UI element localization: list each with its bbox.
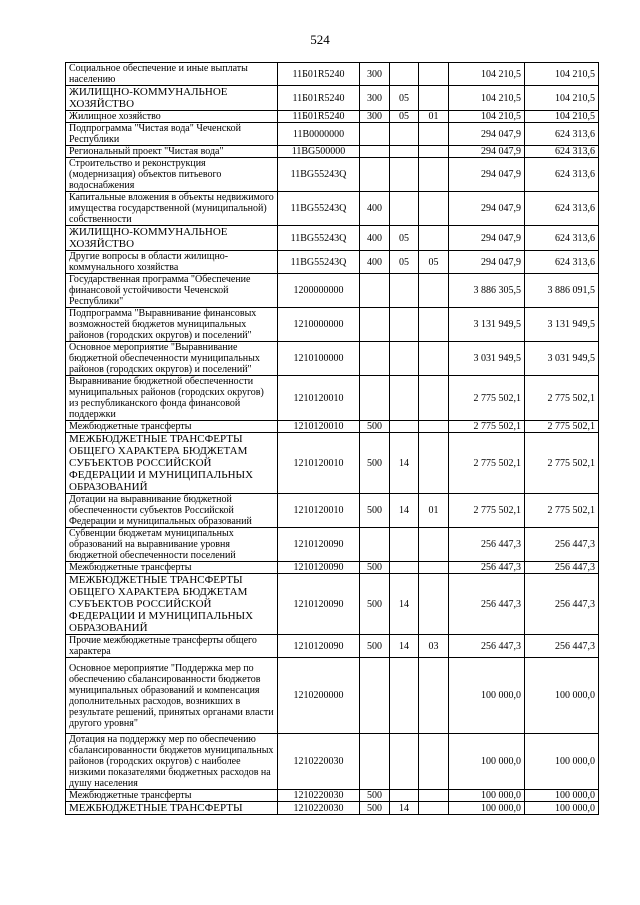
cell-name: Социальное обеспечение и иные выплаты населению bbox=[66, 63, 278, 86]
cell-v1: 3 031 949,5 bbox=[449, 342, 525, 376]
cell-v1: 100 000,0 bbox=[449, 802, 525, 815]
cell-rz: 05 bbox=[390, 86, 419, 111]
cell-v2: 100 000,0 bbox=[525, 802, 599, 815]
cell-rz: 05 bbox=[390, 251, 419, 274]
cell-pr bbox=[419, 63, 449, 86]
cell-target: 1210120010 bbox=[278, 376, 360, 421]
cell-name: ЖИЛИЩНО-КОММУНАЛЬНОЕ ХОЗЯЙСТВО bbox=[66, 86, 278, 111]
cell-vr: 500 bbox=[360, 635, 390, 658]
cell-name: Основное мероприятие "Поддержка мер по обеспечению сбалансированности бюджетов муниципальных образований и компенсация дополнительных расходов, возникших в результате решений, принятых органами власти другого уровня" bbox=[66, 658, 278, 734]
cell-target: 1210120090 bbox=[278, 562, 360, 574]
table-row bbox=[66, 658, 599, 734]
cell-v1: 256 447,3 bbox=[449, 528, 525, 562]
cell-rz bbox=[390, 790, 419, 802]
cell-pr bbox=[419, 790, 449, 802]
cell-rz bbox=[390, 123, 419, 146]
cell-v2: 100 000,0 bbox=[525, 658, 599, 734]
table-row bbox=[66, 226, 599, 251]
cell-rz bbox=[390, 158, 419, 192]
cell-vr: 400 bbox=[360, 251, 390, 274]
table-row bbox=[66, 146, 599, 158]
table-row bbox=[66, 376, 599, 421]
cell-target: 1210000000 bbox=[278, 308, 360, 342]
cell-v2: 3 031 949,5 bbox=[525, 342, 599, 376]
cell-v1: 100 000,0 bbox=[449, 734, 525, 790]
cell-v1: 3 886 305,5 bbox=[449, 274, 525, 308]
table-row bbox=[66, 251, 599, 274]
table-row bbox=[66, 86, 599, 111]
table-row bbox=[66, 274, 599, 308]
cell-target: 1210120090 bbox=[278, 528, 360, 562]
cell-name: ЖИЛИЩНО-КОММУНАЛЬНОЕ ХОЗЯЙСТВО bbox=[66, 226, 278, 251]
cell-rz bbox=[390, 421, 419, 433]
cell-target: 1210220030 bbox=[278, 790, 360, 802]
table-row bbox=[66, 494, 599, 528]
cell-name: МЕЖБЮДЖЕТНЫЕ ТРАНСФЕРТЫ ОБЩЕГО ХАРАКТЕРА БЮДЖЕТАМ СУБЪЕКТОВ РОССИЙСКОЙ ФЕДЕРАЦИИ И МУНИЦИПАЛЬНЫХ ОБРАЗОВАНИЙ bbox=[66, 433, 278, 494]
table-row bbox=[66, 342, 599, 376]
cell-pr: 03 bbox=[419, 635, 449, 658]
cell-rz bbox=[390, 658, 419, 734]
cell-rz: 14 bbox=[390, 433, 419, 494]
cell-v2: 2 775 502,1 bbox=[525, 433, 599, 494]
cell-v1: 104 210,5 bbox=[449, 63, 525, 86]
cell-target: 1210120010 bbox=[278, 494, 360, 528]
cell-v2: 2 775 502,1 bbox=[525, 376, 599, 421]
cell-pr bbox=[419, 376, 449, 421]
cell-v1: 2 775 502,1 bbox=[449, 494, 525, 528]
page-number: 524 bbox=[310, 32, 330, 47]
cell-v2: 256 447,3 bbox=[525, 528, 599, 562]
cell-target: 11Б01R5240 bbox=[278, 63, 360, 86]
cell-name: Другие вопросы в области жилищно-коммунального хозяйства bbox=[66, 251, 278, 274]
cell-target: 11Б01R5240 bbox=[278, 111, 360, 123]
cell-vr: 500 bbox=[360, 802, 390, 815]
cell-v1: 104 210,5 bbox=[449, 111, 525, 123]
cell-target: 1210120090 bbox=[278, 635, 360, 658]
cell-v1: 294 047,9 bbox=[449, 146, 525, 158]
cell-rz bbox=[390, 146, 419, 158]
cell-rz bbox=[390, 63, 419, 86]
cell-rz bbox=[390, 274, 419, 308]
cell-vr bbox=[360, 146, 390, 158]
cell-v2: 624 313,6 bbox=[525, 146, 599, 158]
table-row bbox=[66, 433, 599, 494]
cell-target: 1210220030 bbox=[278, 802, 360, 815]
cell-target: 1210120090 bbox=[278, 574, 360, 635]
cell-name: Жилищное хозяйство bbox=[66, 111, 278, 123]
cell-v1: 256 447,3 bbox=[449, 574, 525, 635]
cell-v1: 100 000,0 bbox=[449, 790, 525, 802]
cell-name: Капитальные вложения в объекты недвижимого имущества государственной (муниципальной) собственности bbox=[66, 192, 278, 226]
cell-v1: 294 047,9 bbox=[449, 251, 525, 274]
cell-name: Дотации на выравнивание бюджетной обеспеченности субъектов Российской Федерации и муниципальных образований bbox=[66, 494, 278, 528]
table-row bbox=[66, 574, 599, 635]
table-row bbox=[66, 123, 599, 146]
cell-pr bbox=[419, 433, 449, 494]
cell-pr: 05 bbox=[419, 251, 449, 274]
cell-vr: 500 bbox=[360, 433, 390, 494]
table-row bbox=[66, 562, 599, 574]
cell-vr bbox=[360, 342, 390, 376]
cell-vr bbox=[360, 308, 390, 342]
cell-pr bbox=[419, 342, 449, 376]
cell-pr bbox=[419, 274, 449, 308]
cell-target: 11В0000000 bbox=[278, 123, 360, 146]
cell-pr: 01 bbox=[419, 494, 449, 528]
cell-target: 11ВG55243Q bbox=[278, 226, 360, 251]
cell-name: Межбюджетные трансферты bbox=[66, 790, 278, 802]
cell-v2: 3 886 091,5 bbox=[525, 274, 599, 308]
cell-rz: 14 bbox=[390, 635, 419, 658]
cell-v1: 2 775 502,1 bbox=[449, 421, 525, 433]
cell-target: 11ВG500000 bbox=[278, 146, 360, 158]
cell-name: Подпрограмма "Чистая вода" Чеченской Республики bbox=[66, 123, 278, 146]
cell-v2: 624 313,6 bbox=[525, 226, 599, 251]
cell-v1: 3 131 949,5 bbox=[449, 308, 525, 342]
cell-v2: 104 210,5 bbox=[525, 86, 599, 111]
cell-target: 11ВG55243Q bbox=[278, 192, 360, 226]
table-row bbox=[66, 528, 599, 562]
cell-pr bbox=[419, 86, 449, 111]
cell-vr: 400 bbox=[360, 226, 390, 251]
cell-pr bbox=[419, 158, 449, 192]
cell-name: МЕЖБЮДЖЕТНЫЕ ТРАНСФЕРТЫ bbox=[66, 802, 278, 815]
cell-pr bbox=[419, 658, 449, 734]
cell-rz: 14 bbox=[390, 494, 419, 528]
cell-v1: 100 000,0 bbox=[449, 658, 525, 734]
cell-target: 11ВG55243Q bbox=[278, 251, 360, 274]
cell-vr: 500 bbox=[360, 494, 390, 528]
cell-name: Государственная программа "Обеспечение финансовой устойчивости Чеченской Республики" bbox=[66, 274, 278, 308]
cell-vr bbox=[360, 274, 390, 308]
cell-vr: 300 bbox=[360, 86, 390, 111]
cell-v2: 624 313,6 bbox=[525, 123, 599, 146]
cell-rz: 14 bbox=[390, 574, 419, 635]
cell-v2: 104 210,5 bbox=[525, 63, 599, 86]
cell-rz: 14 bbox=[390, 802, 419, 815]
cell-vr bbox=[360, 658, 390, 734]
cell-vr bbox=[360, 158, 390, 192]
cell-vr bbox=[360, 528, 390, 562]
cell-target: 1210220030 bbox=[278, 734, 360, 790]
cell-vr bbox=[360, 734, 390, 790]
cell-v1: 294 047,9 bbox=[449, 226, 525, 251]
cell-rz: 05 bbox=[390, 226, 419, 251]
cell-pr bbox=[419, 734, 449, 790]
cell-vr bbox=[360, 376, 390, 421]
cell-pr bbox=[419, 146, 449, 158]
cell-pr bbox=[419, 192, 449, 226]
cell-name: Дотация на поддержку мер по обеспечению сбалансированности бюджетов муниципальных районов (городских округов) с наиболее низкими показателями бюджетных расходов на душу населения bbox=[66, 734, 278, 790]
cell-name: Межбюджетные трансферты bbox=[66, 421, 278, 433]
cell-target: 11ВG55243Q bbox=[278, 158, 360, 192]
cell-v1: 256 447,3 bbox=[449, 562, 525, 574]
cell-vr bbox=[360, 123, 390, 146]
cell-pr bbox=[419, 226, 449, 251]
cell-v1: 2 775 502,1 bbox=[449, 433, 525, 494]
cell-name: Строительство и реконструкция (модернизация) объектов питьевого водоснабжения bbox=[66, 158, 278, 192]
cell-rz bbox=[390, 342, 419, 376]
budget-table bbox=[65, 62, 599, 815]
cell-pr bbox=[419, 528, 449, 562]
cell-name: Выравнивание бюджетной обеспеченности муниципальных районов (городских округов) из республиканского фонда финансовой поддержки bbox=[66, 376, 278, 421]
table-row bbox=[66, 421, 599, 433]
cell-v2: 104 210,5 bbox=[525, 111, 599, 123]
cell-rz bbox=[390, 528, 419, 562]
cell-v2: 256 447,3 bbox=[525, 562, 599, 574]
cell-v2: 624 313,6 bbox=[525, 251, 599, 274]
cell-name: Региональный проект "Чистая вода" bbox=[66, 146, 278, 158]
cell-name: Прочие межбюджетные трансферты общего характера bbox=[66, 635, 278, 658]
cell-v2: 624 313,6 bbox=[525, 192, 599, 226]
cell-v1: 294 047,9 bbox=[449, 158, 525, 192]
cell-pr bbox=[419, 421, 449, 433]
table-row bbox=[66, 635, 599, 658]
table-body bbox=[66, 63, 599, 815]
cell-rz bbox=[390, 308, 419, 342]
cell-target: 1210120010 bbox=[278, 433, 360, 494]
cell-vr: 500 bbox=[360, 562, 390, 574]
cell-name: Подпрограмма "Выравнивание финансовых возможностей бюджетов муниципальных районов (городских округов) и поселений" bbox=[66, 308, 278, 342]
cell-v2: 2 775 502,1 bbox=[525, 494, 599, 528]
table-row bbox=[66, 790, 599, 802]
cell-target: 11Б01R5240 bbox=[278, 86, 360, 111]
cell-v2: 256 447,3 bbox=[525, 635, 599, 658]
cell-v1: 256 447,3 bbox=[449, 635, 525, 658]
cell-vr: 500 bbox=[360, 421, 390, 433]
cell-name: Межбюджетные трансферты bbox=[66, 562, 278, 574]
cell-target: 1210200000 bbox=[278, 658, 360, 734]
cell-v2: 256 447,3 bbox=[525, 574, 599, 635]
table-row bbox=[66, 111, 599, 123]
cell-rz: 05 bbox=[390, 111, 419, 123]
cell-name: МЕЖБЮДЖЕТНЫЕ ТРАНСФЕРТЫ ОБЩЕГО ХАРАКТЕРА БЮДЖЕТАМ СУБЪЕКТОВ РОССИЙСКОЙ ФЕДЕРАЦИИ И МУНИЦИПАЛЬНЫХ ОБРАЗОВАНИЙ bbox=[66, 574, 278, 635]
table-row bbox=[66, 802, 599, 815]
table-row bbox=[66, 192, 599, 226]
cell-v1: 294 047,9 bbox=[449, 192, 525, 226]
cell-rz bbox=[390, 562, 419, 574]
cell-target: 1210100000 bbox=[278, 342, 360, 376]
cell-pr: 01 bbox=[419, 111, 449, 123]
cell-target: 1200000000 bbox=[278, 274, 360, 308]
cell-v2: 2 775 502,1 bbox=[525, 421, 599, 433]
cell-pr bbox=[419, 574, 449, 635]
cell-vr: 300 bbox=[360, 63, 390, 86]
cell-v1: 104 210,5 bbox=[449, 86, 525, 111]
table-row bbox=[66, 158, 599, 192]
cell-v1: 2 775 502,1 bbox=[449, 376, 525, 421]
table-row bbox=[66, 63, 599, 86]
cell-pr bbox=[419, 562, 449, 574]
cell-vr: 300 bbox=[360, 111, 390, 123]
cell-vr: 500 bbox=[360, 574, 390, 635]
cell-rz bbox=[390, 376, 419, 421]
cell-vr: 500 bbox=[360, 790, 390, 802]
table-row bbox=[66, 308, 599, 342]
table-row bbox=[66, 734, 599, 790]
cell-pr bbox=[419, 308, 449, 342]
cell-v2: 100 000,0 bbox=[525, 734, 599, 790]
cell-rz bbox=[390, 734, 419, 790]
cell-name: Основное мероприятие "Выравнивание бюджетной обеспеченности муниципальных районов (городских округов) и поселений" bbox=[66, 342, 278, 376]
cell-v1: 294 047,9 bbox=[449, 123, 525, 146]
cell-vr: 400 bbox=[360, 192, 390, 226]
cell-v2: 100 000,0 bbox=[525, 790, 599, 802]
cell-v2: 624 313,6 bbox=[525, 158, 599, 192]
cell-rz bbox=[390, 192, 419, 226]
cell-pr bbox=[419, 123, 449, 146]
cell-pr bbox=[419, 802, 449, 815]
cell-target: 1210120010 bbox=[278, 421, 360, 433]
cell-v2: 3 131 949,5 bbox=[525, 308, 599, 342]
cell-name: Субвенции бюджетам муниципальных образований на выравнивание уровня бюджетной обеспеченности поселений bbox=[66, 528, 278, 562]
